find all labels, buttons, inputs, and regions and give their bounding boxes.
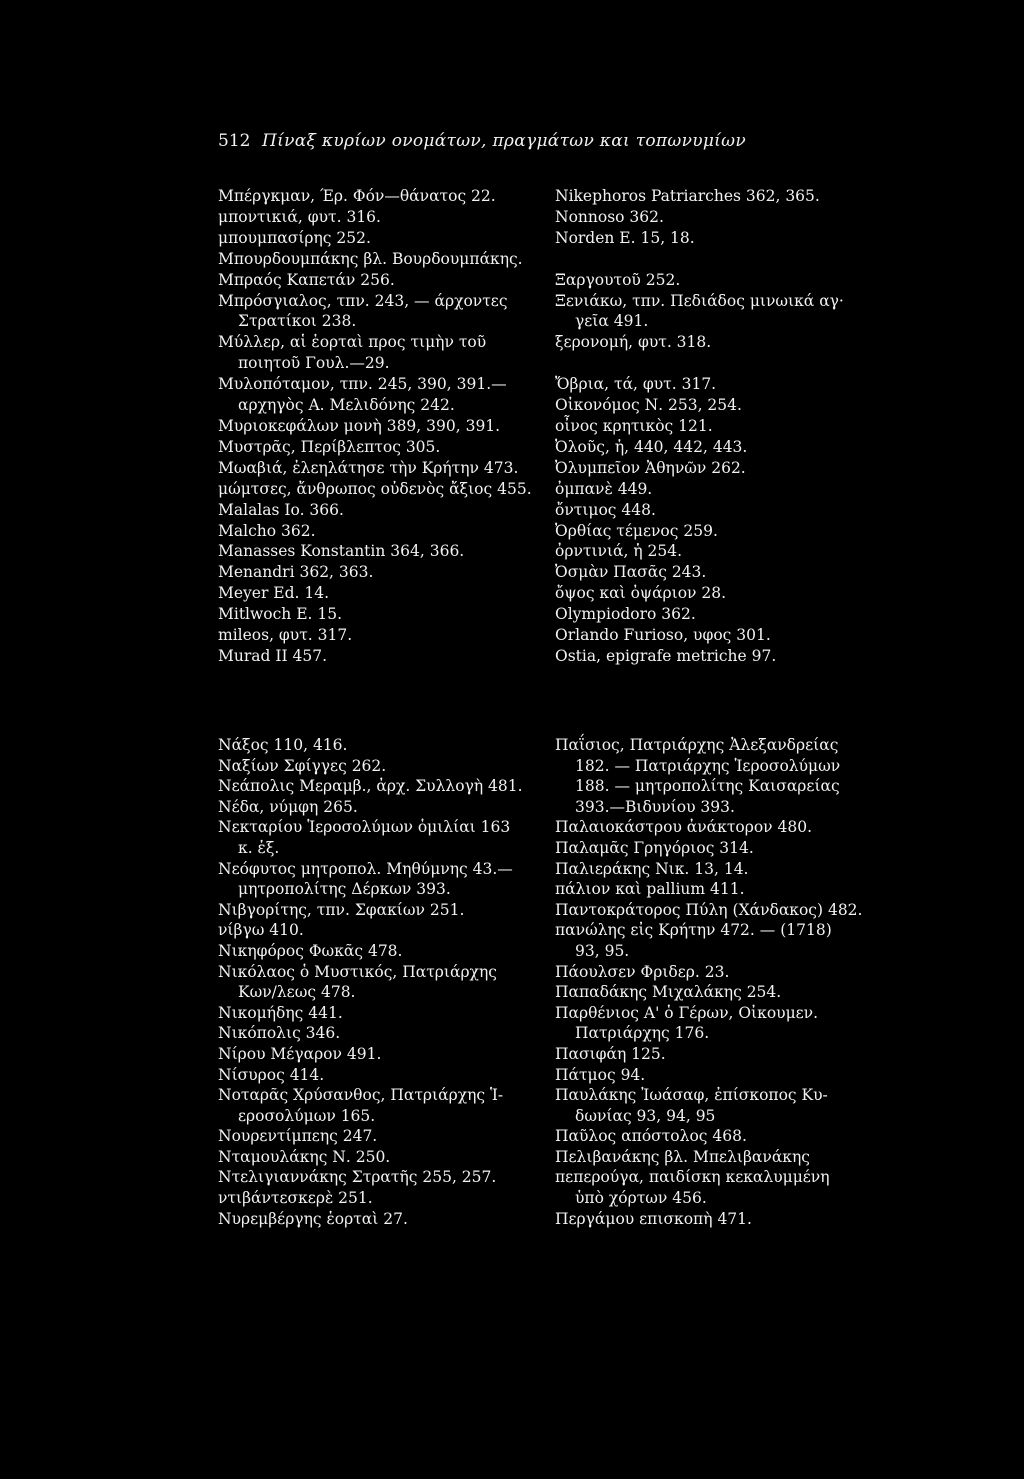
index-entry [218, 1147, 583, 1168]
index-entry [218, 1023, 583, 1044]
entry-headword-line: Νεόφυτος μητροπολ. Μηθύμνης 43.— [218, 859, 513, 878]
entry-headword-line: ὄντιμος 448. [555, 500, 656, 519]
index-entry [555, 1065, 920, 1086]
entry-continuation-line: μητροπολίτης Δέρκων 393. [238, 880, 451, 899]
index-entry [555, 437, 920, 458]
entry-headword-line: Manasses Konstantin 364, 366. [218, 542, 465, 561]
entry-headword-line: Νικόπολις 346. [218, 1024, 341, 1043]
index-column-right-bottom [555, 735, 920, 1229]
entry-headword-line: Ὀρθίας τέμενος 259. [555, 521, 718, 540]
index-entry [555, 1126, 920, 1147]
entry-headword-line: Orlando Furioso, υφος 301. [555, 626, 771, 645]
entry-continuation-line: δωνίας 93, 94, 95 [575, 1106, 716, 1125]
entry-headword-line [555, 354, 560, 372]
entry-headword-line: Παρθένιος Α' ὁ Γέρων, Οἰκουμεν. [555, 1003, 819, 1022]
entry-headword-line: Ναξίων Σφίγγες 262. [218, 756, 387, 775]
index-column-right-top [555, 186, 920, 667]
entry-headword-line: Παῦλος απόστολος 468. [555, 1127, 747, 1146]
entry-headword-line: Νίρου Μέγαρον 491. [218, 1044, 382, 1063]
entry-headword-line: Πελιβανάκης βλ. Μπελιβανάκης [555, 1147, 810, 1166]
index-entry [218, 920, 583, 941]
entry-headword-line: Ὄβρια, τά, φυτ. 317. [555, 375, 717, 394]
index-entry [218, 479, 583, 500]
index-entry [555, 207, 920, 228]
entry-headword-line: Παλαμᾶς Γρηγόριος 314. [555, 838, 754, 857]
index-entry [218, 941, 583, 962]
index-entry [555, 962, 920, 983]
index-entry [218, 646, 583, 667]
page-number: 512 [218, 131, 251, 151]
entry-headword-line: Malalas Io. 366. [218, 500, 344, 519]
entry-headword-line [555, 250, 560, 268]
index-entry [555, 900, 920, 921]
entry-headword-line: ὀμπανὲ 449. [555, 479, 653, 498]
entry-headword-line: οἶνος κρητικὸς 121. [555, 416, 713, 435]
entry-headword-line: Πάτμος 94. [555, 1065, 646, 1084]
entry-headword-line: Παλαιοκάστρου ἀνάκτορον 480. [555, 818, 813, 837]
entry-headword-line: ξερονομή, φυτ. 318. [555, 333, 712, 352]
index-entry [218, 500, 583, 521]
entry-headword-line: Νικηφόρος Φωκᾶς 478. [218, 941, 403, 960]
index-column-left-bottom [218, 735, 583, 1229]
index-entry [555, 1167, 920, 1208]
entry-headword-line: Ὀσμὰν Πασᾶς 243. [555, 563, 707, 582]
index-entry [555, 458, 920, 479]
index-entry [218, 562, 583, 583]
index-entry [218, 756, 583, 777]
index-entry [555, 646, 920, 667]
index-entry [218, 1044, 583, 1065]
entry-headword-line: Περγάμου επισκοπὴ 471. [555, 1209, 752, 1228]
entry-headword-line: Murad II 457. [218, 646, 328, 665]
entry-headword-line: Παλιεράκης Νικ. 13, 14. [555, 859, 749, 878]
entry-headword-line: ὄψος καὶ ὀψάριον 28. [555, 584, 727, 603]
index-entry [555, 416, 920, 437]
entry-headword-line: Νουρεντίμπεης 247. [218, 1127, 378, 1146]
entry-headword-line: Οἰκονόμος Ν. 253, 254. [555, 396, 742, 415]
index-entry [555, 186, 920, 207]
page-header [0, 131, 1024, 155]
index-entry [218, 735, 583, 756]
entry-headword-line: Meyer Ed. 14. [218, 584, 330, 603]
entry-headword-line: Olympiodoro 362. [555, 605, 696, 624]
index-entry [218, 962, 583, 1003]
index-entry [555, 541, 920, 562]
index-entry [218, 249, 583, 270]
entry-headword-line: μποντικιά, φυτ. 316. [218, 207, 381, 226]
entry-headword-line: Πασιφάη 125. [555, 1044, 666, 1063]
entry-continuation-line: κ. ἑξ. [238, 838, 280, 857]
entry-headword-line: Mitlwoch E. 15. [218, 605, 343, 624]
index-entry [218, 332, 583, 374]
entry-continuation-line: ποιητοῦ Γουλ.—29. [238, 354, 390, 373]
entry-headword-line: Νίσυρος 414. [218, 1065, 325, 1084]
index-entry [218, 207, 583, 228]
index-entry [555, 625, 920, 646]
index-entry [218, 416, 583, 437]
index-entry [218, 1085, 583, 1126]
entry-headword-line: Παπαδάκης Μιχαλάκης 254. [555, 983, 782, 1002]
index-entry [218, 625, 583, 646]
index-entry [555, 817, 920, 838]
entry-headword-line: Νεάπολις Μεραμβ., ἀρχ. Συλλογὴ 481. [218, 777, 523, 796]
entry-continuation-line: γεῖα 491. [575, 312, 649, 331]
entry-headword-line: μπουμπασίρης 252. [218, 228, 371, 247]
index-entry [218, 1167, 583, 1188]
index-entry [218, 776, 583, 797]
index-entry [218, 186, 583, 207]
entry-headword-line: Νικόλαος ὁ Μυστικός, Πατριάρχης [218, 962, 497, 981]
entry-headword-line: Ὀλυμπεῖον Ἀθηνῶν 262. [555, 458, 746, 477]
entry-headword-line: Νικομήδης 441. [218, 1003, 343, 1022]
entry-continuation-line: 93, 95. [575, 941, 630, 960]
entry-headword-line: Nikephoros Patriarches 362, 365. [555, 187, 820, 205]
entry-headword-line: πεπερούγα, παιδίσκη κεκαλυμμένη [555, 1168, 830, 1187]
entry-headword-line: Menandri 362, 363. [218, 563, 374, 582]
index-entry [555, 228, 920, 249]
index-entry [555, 1085, 920, 1126]
index-entry [555, 332, 920, 353]
entry-headword-line: Πάουλσεν Φριδερ. 23. [555, 962, 730, 981]
entry-headword-line: Μωαβιά, ἐλεηλάτησε τὴν Κρήτην 473. [218, 458, 519, 477]
index-entry [555, 562, 920, 583]
entry-headword-line: Nonnoso 362. [555, 207, 664, 226]
index-entry [555, 982, 920, 1003]
index-entry [555, 838, 920, 859]
index-entry [555, 374, 920, 395]
entry-headword-line: Ξαργουτοῦ 252. [555, 270, 681, 289]
index-entry [218, 817, 583, 858]
entry-headword-line: Νιβγορίτης, τπν. Σφακίων 251. [218, 900, 465, 919]
entry-headword-line: Νυρεμβέργης ἑορταὶ 27. [218, 1209, 408, 1228]
index-entry [218, 291, 583, 333]
entry-headword-line: Ντελιγιαννάκης Στρατῆς 255, 257. [218, 1168, 497, 1187]
index-entry [555, 521, 920, 542]
running-title: Πίναξ κυρίων ονομάτων, πραγμάτων και τοπωνυμίων [262, 131, 746, 151]
index-entry [218, 859, 583, 900]
entry-headword-line: Ξενιάκω, τπν. Πεδιάδος μινωικά αγ· [555, 291, 844, 310]
index-entry [555, 270, 920, 291]
index-entry [555, 1209, 920, 1230]
index-entry [555, 583, 920, 604]
entry-headword-line: Ostia, epigrafe metriche 97. [555, 646, 777, 665]
index-entry [218, 437, 583, 458]
entry-headword-line: Μπραός Καπετάν 256. [218, 270, 395, 289]
entry-continuation-line: εροσολύμων 165. [238, 1106, 376, 1125]
index-entry [218, 604, 583, 625]
index-column-left-top [218, 186, 583, 667]
index-entry [218, 797, 583, 818]
index-entry [555, 859, 920, 880]
index-entry [218, 900, 583, 921]
index-entry [555, 249, 920, 270]
entry-headword-line: Μπουρδουμπάκης βλ. Βουρδουμπάκης. [218, 249, 523, 268]
index-entry [555, 395, 920, 416]
entry-headword-line: πανώλης εἰς Κρήτην 472. — (1718) [555, 921, 832, 940]
entry-continuation-line: Στρατίκοι 238. [238, 312, 357, 331]
entry-headword-line: Νεκταρίου Ἱεροσολύμων ὁμιλίαι 163 [218, 818, 511, 837]
index-entry [218, 1188, 583, 1209]
entry-continuation-line: 182. — Πατριάρχης Ἱεροσολύμων [575, 756, 841, 775]
index-entry [218, 228, 583, 249]
index-entry [555, 479, 920, 500]
entry-headword-line: ντιβάντεσκερὲ 251. [218, 1189, 373, 1208]
index-entry [555, 291, 920, 333]
index-entry [218, 270, 583, 291]
index-entry [218, 1126, 583, 1147]
index-entry [218, 374, 583, 416]
index-entry [218, 1065, 583, 1086]
index-entry [555, 879, 920, 900]
index-entry [218, 1003, 583, 1024]
index-entry [555, 1044, 920, 1065]
index-entry [218, 583, 583, 604]
index-entry [555, 735, 920, 817]
index-entry [218, 458, 583, 479]
entry-continuation-line: Κων/λεως 478. [238, 983, 356, 1002]
entry-headword-line: μώμτσες, ἄνθρωπος οὐδενὸς ἄξιος 455. [218, 479, 532, 498]
entry-headword-line: Norden E. 15, 18. [555, 228, 695, 247]
entry-headword-line: Νέδα, νύμφη 265. [218, 797, 358, 816]
entry-headword-line: νίβγω 410. [218, 921, 304, 940]
entry-continuation-line: Πατριάρχης 176. [575, 1024, 710, 1043]
entry-headword-line: Παντοκράτορος Πύλη (Χάνδακος) 482. [555, 900, 863, 919]
index-entry [555, 1003, 920, 1044]
entry-headword-line: Μύλλερ, αἱ ἑορταὶ προς τιμὴν τοῦ [218, 333, 487, 352]
entry-continuation-line: αρχηγὸς Α. Μελιδόνης 242. [238, 396, 455, 415]
index-entry [555, 604, 920, 625]
entry-headword-line: Ὀλοῦς, ἡ, 440, 442, 443. [555, 437, 748, 456]
entry-headword-line: Μυλοπόταμον, τπν. 245, 390, 391.— [218, 375, 507, 394]
index-entry [555, 1147, 920, 1168]
index-entry [218, 541, 583, 562]
entry-headword-line: Νάξος 110, 416. [218, 736, 348, 754]
index-entry [555, 353, 920, 374]
index-entry [218, 1209, 583, 1230]
entry-headword-line: mileos, φυτ. 317. [218, 626, 353, 645]
entry-headword-line: Μπρόσγιαλος, τπν. 243, — άρχοντες [218, 291, 508, 310]
entry-continuation-line: 393.—Βιδυνίου 393. [575, 797, 735, 816]
entry-headword-line: Μυριοκεφάλων μονὴ 389, 390, 391. [218, 416, 501, 435]
entry-headword-line: Νοταρᾶς Χρύσανθος, Πατριάρχης Ἱ- [218, 1086, 504, 1105]
entry-headword-line: Μπέργκμαν, Έρ. Φόν—θάνατος 22. [218, 187, 496, 205]
index-entry [218, 521, 583, 542]
entry-headword-line: Παΐσιος, Πατριάρχης Ἀλεξανδρείας [555, 736, 839, 754]
index-entry [555, 920, 920, 961]
index-entry [555, 500, 920, 521]
entry-continuation-line: ὑπὸ χόρτων 456. [575, 1189, 707, 1208]
entry-headword-line: Νταμουλάκης Ν. 250. [218, 1147, 391, 1166]
entry-headword-line: πάλιον καὶ pallium 411. [555, 880, 745, 899]
entry-continuation-line: 188. — μητροπολίτης Καισαρείας [575, 777, 840, 796]
entry-headword-line: Malcho 362. [218, 521, 316, 540]
entry-headword-line: Παυλάκης Ἰωάσαφ, ἐπίσκοπος Κυ- [555, 1086, 828, 1105]
entry-headword-line: ὀρντινιά, ἡ 254. [555, 542, 683, 561]
entry-headword-line: Μυστρᾶς, Περίβλεπτος 305. [218, 437, 441, 456]
